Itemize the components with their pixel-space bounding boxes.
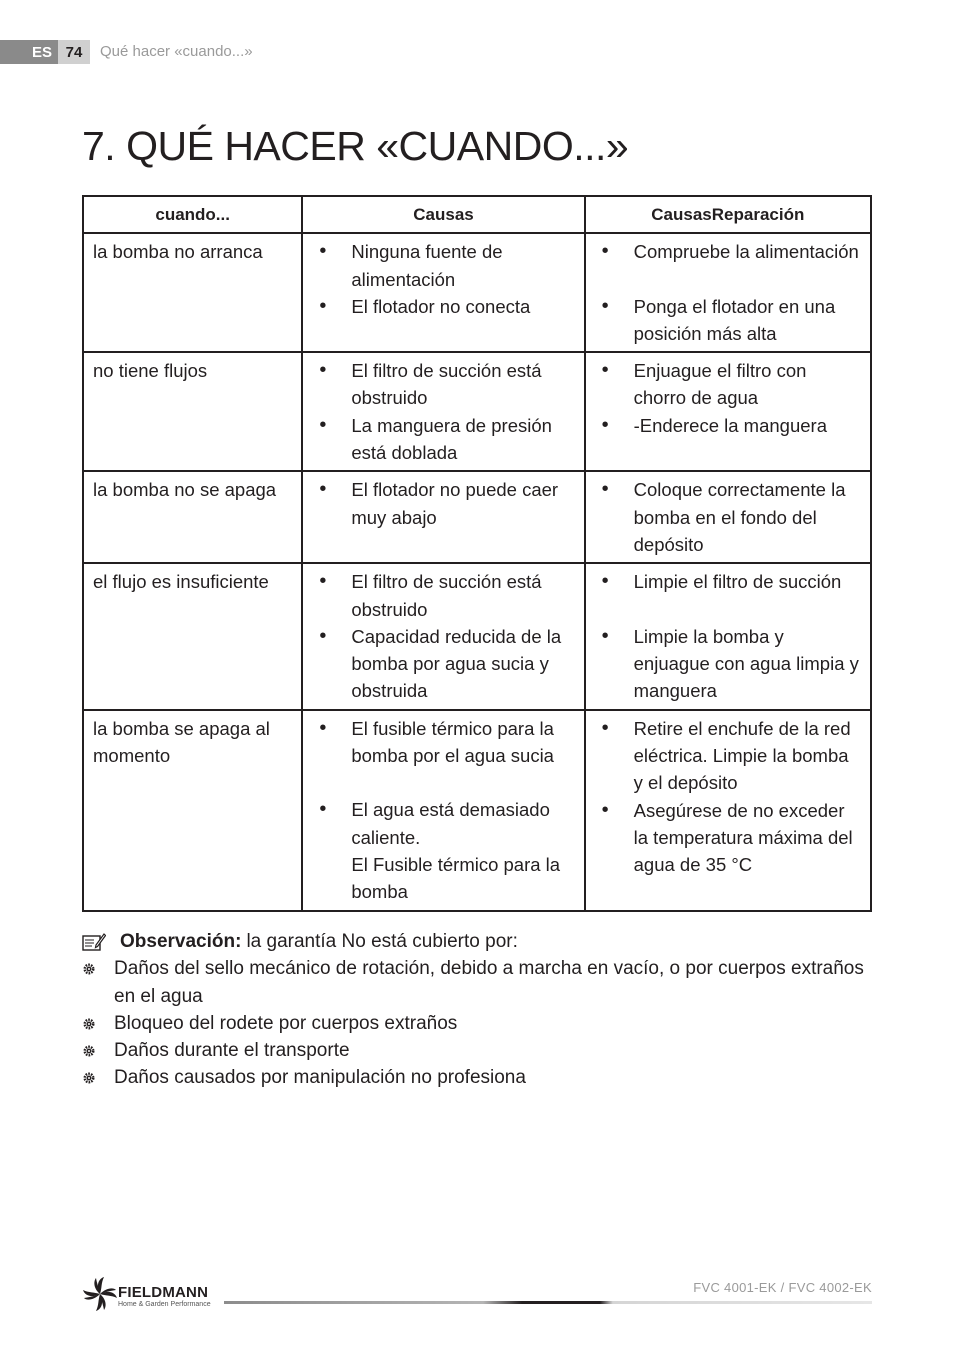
- fieldmann-logo-icon: [82, 1276, 118, 1312]
- column-header-causes: Causas: [302, 196, 584, 233]
- footer-divider: [224, 1301, 872, 1304]
- condition-cell: el flujo es insuficiente: [83, 563, 302, 709]
- repair-item: • Coloque correctamente la bomba en el fondo del depósito: [594, 476, 862, 558]
- table-row: [83, 471, 871, 563]
- language-badge: [0, 40, 58, 64]
- cause-item: • El filtro de succión está obstruido: [311, 568, 575, 623]
- causes-cell: [302, 710, 584, 911]
- observation-heading: [82, 928, 872, 955]
- list-item-text: Bloqueo del rodete por cuerpos extraños: [114, 1012, 458, 1034]
- model-numbers: FVC 4001-EK / FVC 4002-EK: [693, 1280, 872, 1295]
- gear-icon: [82, 962, 96, 976]
- page-number: 74: [58, 40, 90, 64]
- cause-item: • El flotador no puede caer muy abajo: [311, 476, 575, 531]
- repairs-cell: [585, 471, 871, 563]
- cause-item: • Ninguna fuente de alimentación: [311, 238, 575, 293]
- table-row: [83, 352, 871, 471]
- condition-cell: no tiene flujos: [83, 352, 302, 471]
- repairs-cell: [585, 710, 871, 911]
- gear-icon: [82, 1044, 96, 1058]
- cause-item: • Capacidad reducida de la bomba por agua sucia y obstruida: [311, 623, 575, 705]
- troubleshooting-table: [82, 195, 872, 912]
- cause-item: • La manguera de presión está doblada: [311, 412, 575, 467]
- observation-section: [82, 928, 872, 1092]
- condition-cell: la bomba se apaga al momento: [83, 710, 302, 911]
- repair-item: • Enjuague el filtro con chorro de agua: [594, 357, 862, 412]
- list-item-text: Daños durante el transporte: [114, 1040, 350, 1062]
- observation-label: Observación:: [120, 931, 242, 952]
- gear-icon: [82, 1071, 96, 1085]
- causes-cell: [302, 352, 584, 471]
- list-item: [82, 955, 872, 1010]
- repair-item: • Ponga el flotador en una posición más alta: [594, 293, 862, 348]
- note-icon: [82, 932, 106, 952]
- list-item: [82, 1037, 872, 1064]
- running-header: Qué hacer «cuando...»: [100, 43, 253, 60]
- repair-item: • Limpie el filtro de succión: [594, 568, 862, 595]
- language-label: ES: [31, 43, 52, 61]
- brand-tagline: Home & Garden Performance: [118, 1301, 211, 1308]
- cause-item: • El agua está demasiado caliente.: [311, 796, 575, 851]
- table-row: [83, 233, 871, 352]
- table-header-row: [83, 196, 871, 233]
- column-header-when: cuando...: [83, 196, 302, 233]
- repair-item: • Limpie la bomba y enjuague con agua limpia y manguera: [594, 623, 862, 705]
- repair-item: • Compruebe la alimentación: [594, 238, 862, 265]
- repair-item: • Retire el enchufe de la red eléctrica. Limpie la bomba y el depósito: [594, 715, 862, 797]
- list-item-text: Daños del sello mecánico de rotación, debido a marcha en vacío, o por cuerpos extraños en el agua: [114, 958, 864, 1007]
- observation-text: la garantía No está cubierto por:: [246, 931, 518, 952]
- list-item: [82, 1064, 872, 1091]
- table-row: [83, 710, 871, 911]
- condition-cell: la bomba no arranca: [83, 233, 302, 352]
- cause-item: • El fusible térmico para la bomba por el agua sucia: [311, 715, 575, 770]
- repairs-cell: [585, 233, 871, 352]
- exclusion-list: [82, 955, 872, 1091]
- page-title: 7. QUÉ HACER «CUANDO...»: [82, 123, 629, 169]
- column-header-repair: CausasReparación: [585, 196, 871, 233]
- repair-item: • Asegúrese de no exceder la temperatura máxima del agua de 35 °C: [594, 797, 862, 879]
- cause-item: • El flotador no conecta: [311, 293, 575, 320]
- condition-cell: la bomba no se apaga: [83, 471, 302, 563]
- repair-item: • -Enderece la manguera: [594, 412, 862, 439]
- repairs-cell: [585, 563, 871, 709]
- causes-cell: [302, 563, 584, 709]
- list-item: [82, 1010, 872, 1037]
- cause-item: • El filtro de succión está obstruido: [311, 357, 575, 412]
- causes-cell: [302, 471, 584, 563]
- cause-item: El Fusible térmico para la bomba: [351, 853, 561, 903]
- table-row: [83, 563, 871, 709]
- repairs-cell: [585, 352, 871, 471]
- causes-cell: [302, 233, 584, 352]
- brand-name: FIELDMANN: [118, 1284, 209, 1301]
- list-item-text: Daños causados por manipulación no profesiona: [114, 1067, 526, 1089]
- gear-icon: [82, 1017, 96, 1031]
